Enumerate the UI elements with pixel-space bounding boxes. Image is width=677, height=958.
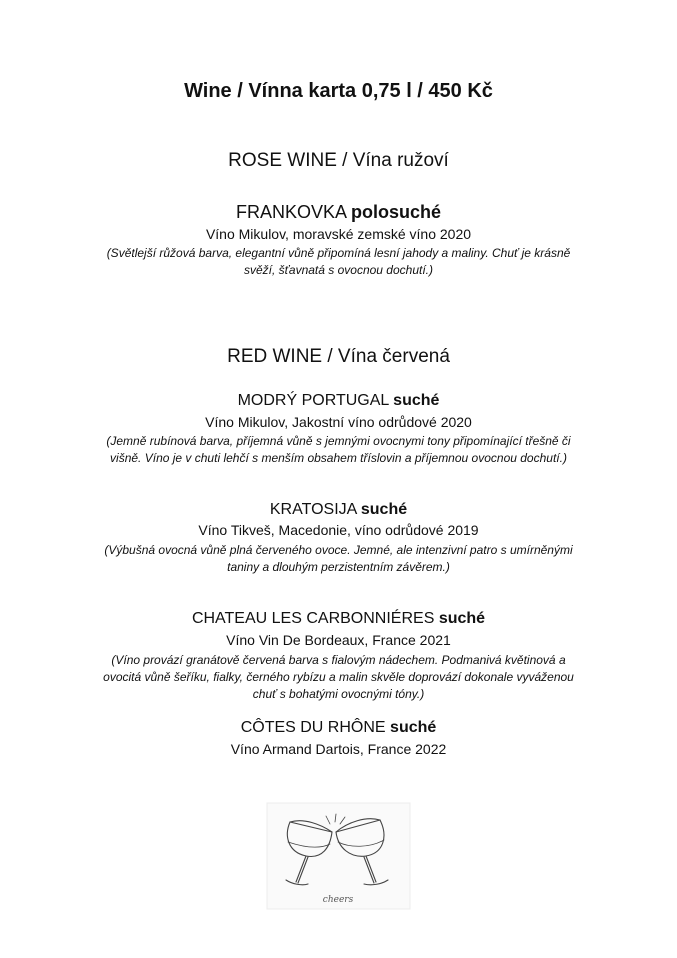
wine-note-line: (Jemně rubínová barva, příjemná vůně s jemnými ovocnymi tony připomínající třešně či: [106, 434, 571, 448]
wine-style: suché: [393, 392, 440, 409]
wine-name: FRANKOVKA: [235, 202, 346, 222]
wine-note-line: višně. Víno je v chuti lehčí s menším obsahem tříslovin a příjemnou ovocnou dochutí.): [110, 451, 567, 465]
wine-origin: Víno Mikulov, moravské zemské víno 2020: [205, 226, 472, 242]
wine-note-line: (Světlejší růžová barva, elegantní vůně připomíná lesní jahody a maliny. Chuť je krásně: [106, 246, 571, 260]
wine-note-line: (Víno provází granátově červená barva s fialovým nádechem. Podmanivá květinová a: [111, 653, 566, 667]
wine-name: KRATOSIJA: [269, 501, 357, 518]
wine-note-line: chuť s bohatými ovocnými tóny.): [252, 687, 425, 701]
wine-name-chateau-les-carbonnieres: [0, 610, 677, 628]
wine-style: suché: [390, 719, 437, 736]
wine-note-line: taniny a dlouhým perzistentním závěrem.): [227, 560, 450, 574]
illustration-caption: cheers: [322, 895, 354, 905]
wine-name-cotes-du-rhone: [0, 719, 677, 737]
wine-name-kratosija: [0, 501, 677, 519]
wine-note-line: ovocitá vůně šeříku, fialky, černého rybízu a malin skvěle doprovází dokonale vyváženou: [103, 670, 574, 684]
rose-wine-heading: ROSE WINE / Vína ružoví: [228, 150, 449, 171]
wine-origin: Víno Tikveš, Macedonie, víno odrůdové 2019: [198, 522, 479, 538]
wine-glasses-cheers-icon: [266, 802, 411, 910]
wine-style: suché: [438, 610, 486, 627]
wine-name: MODRÝ PORTUGAL: [237, 392, 389, 409]
red-wine-heading: RED WINE / Vína červená: [227, 346, 450, 367]
wine-name-frankovka: [0, 202, 677, 223]
wine-name: CHATEAU LES CARBONNIÉRES: [191, 610, 435, 627]
wine-origin: Víno Vin De Bordeaux, France 2021: [226, 632, 451, 648]
wine-name: CÔTES DU RHÔNE: [240, 719, 386, 736]
wine-note-line: (Výbušná ovocná vůně plná červeného ovoce. Jemné, ale intenzivní patro s umírněnými: [104, 543, 573, 557]
wine-name-modry-portugal: [0, 392, 677, 410]
wine-style: suché: [360, 501, 408, 518]
wine-origin: Víno Mikulov, Jakostní víno odrůdové 2020: [205, 414, 472, 430]
wine-origin: Víno Armand Dartois, France 2022: [230, 741, 447, 757]
wine-note-line: svěží, šťavnatá s ovocnou dochutí.): [243, 263, 434, 277]
menu-title: Wine / Vínna karta 0,75 l / 450 Kč: [184, 80, 493, 102]
wine-style: polosuché: [351, 202, 442, 222]
